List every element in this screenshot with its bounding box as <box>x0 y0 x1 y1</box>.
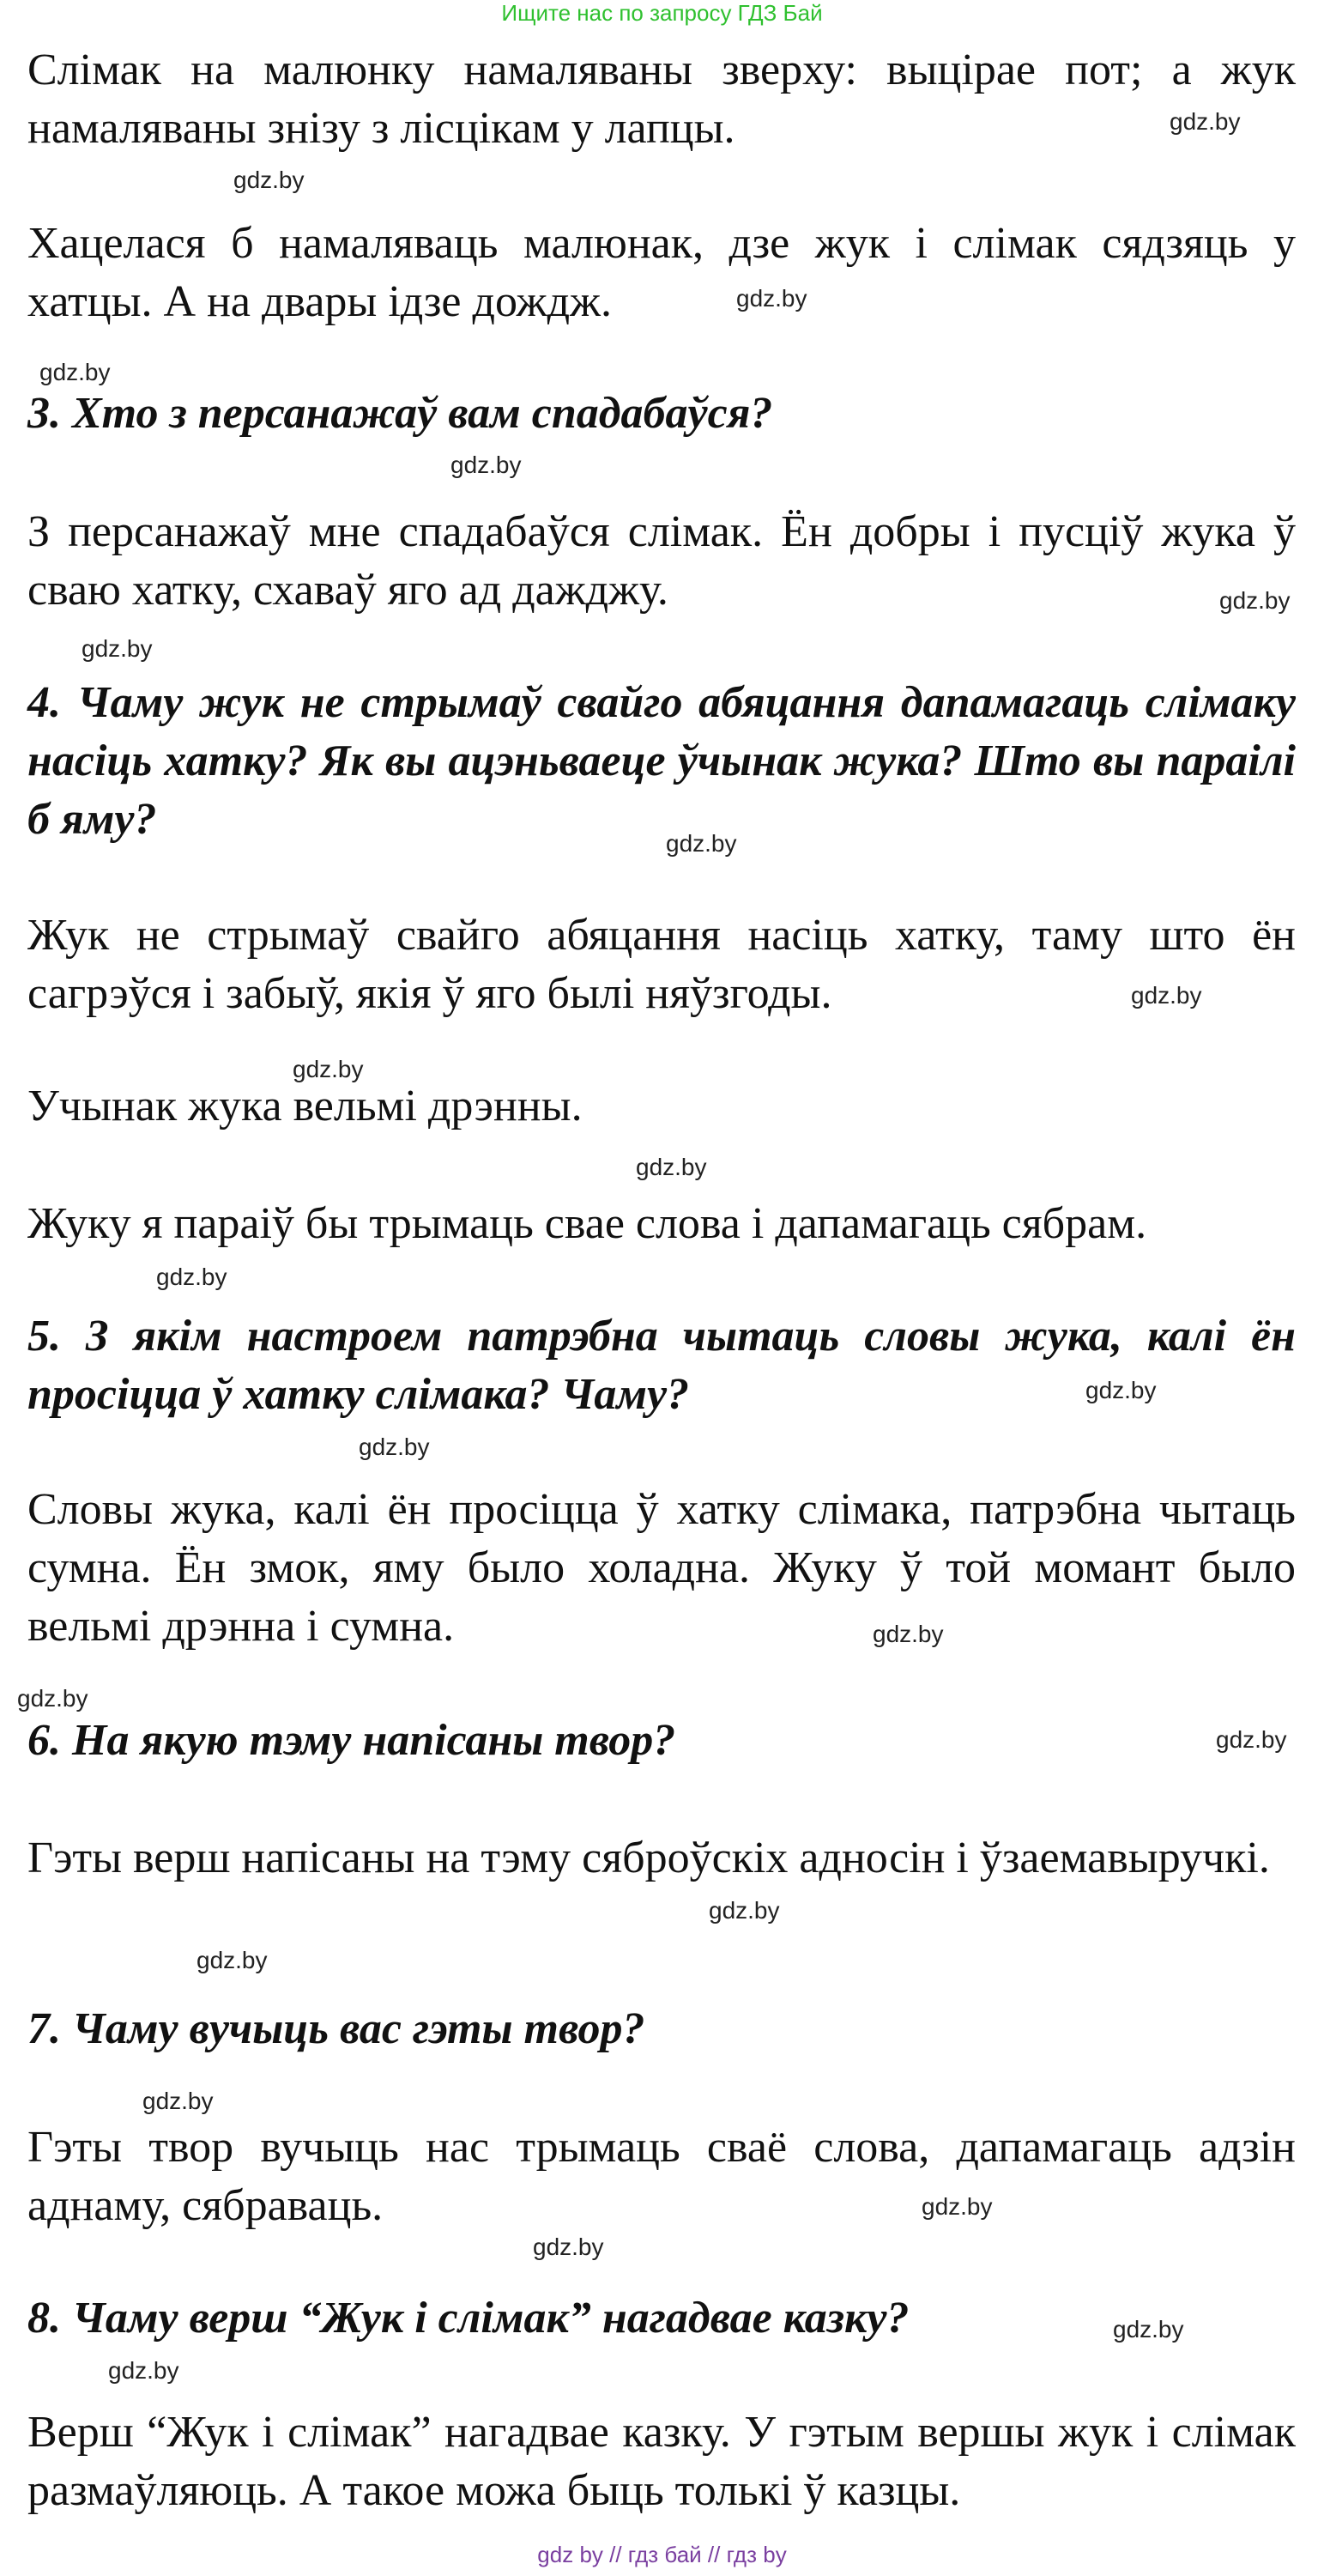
answer-4-assessment: Учынак жука вельмі дрэнны. <box>27 1082 583 1130</box>
watermark: gdz.by <box>736 285 807 312</box>
watermark: gdz.by <box>142 2088 214 2114</box>
watermark: gdz.by <box>196 1947 268 1973</box>
footer-site-links[interactable]: gdz by // гдз бай // гдз by <box>537 2542 787 2567</box>
question-6: 6. На якую тэму напісаны твор? <box>27 1716 676 1765</box>
watermark: gdz.by <box>156 1264 227 1290</box>
answer-4-reason: Жук не стрымаў свайго абяцання насіць хатку, таму што ён сагрэўся і забыў, якія ў яго былі няўзгоды. <box>27 911 1296 1018</box>
question-5: 5. З якім настроем патрэбна чытаць словы жука, калі ён просіцца ў хатку слімака? Чаму? <box>27 1312 1296 1419</box>
watermark: gdz.by <box>39 359 111 385</box>
watermark: gdz.by <box>1216 1726 1287 1753</box>
question-7: 7. Чаму вучыць вас гэты твор? <box>27 2004 645 2053</box>
watermark: gdz.by <box>450 452 522 478</box>
watermark: gdz.by <box>233 167 305 193</box>
watermark: gdz.by <box>1170 108 1241 135</box>
answer-8: Верш “Жук і слімак” нагадвае казку. У гэтым вершы жук і слімак размаўляюць. А такое можа быць толькі ў казцы. <box>27 2408 1296 2515</box>
answer-5: Словы жука, калі ён просіцца ў хатку слімака, патрэбна чытаць сумна. Ён змок, яму было холадна. Жуку ў той момант было вельмі дрэнна і сумна. <box>27 1485 1296 1651</box>
watermark: gdz.by <box>293 1056 364 1082</box>
answer-7: Гэты твор вучыць нас трымаць сваё слова, дапамагаць адзін аднаму, сябраваць. <box>27 2123 1296 2230</box>
question-3: 3. Хто з персанажаў вам спадабаўся? <box>27 389 773 438</box>
watermark: gdz.by <box>82 635 153 662</box>
watermark: gdz.by <box>922 2193 993 2220</box>
header-search-link[interactable]: Ищите нас по запросу ГДЗ Бай <box>501 0 823 26</box>
answer-paragraph-drawing-description: Слімак на малюнку намаляваны зверху: выцірае пот; а жук намаляваны знізу з лісцікам у лапцы. <box>27 45 1296 153</box>
question-8: 8. Чаму верш “Жук і слімак” нагадвае казку? <box>27 2294 910 2343</box>
answer-6: Гэты верш напісаны на тэму сяброўскіх адносін і ўзаемавыручкі. <box>27 1834 1270 1882</box>
answer-paragraph-drawing-wish: Хацелася б намаляваць малюнак, дзе жук і слімак сядзяць у хатцы. А на двары ідзе дождж. <box>27 219 1296 326</box>
watermark: gdz.by <box>1085 1377 1157 1403</box>
watermark: gdz.by <box>709 1897 780 1924</box>
watermark: gdz.by <box>636 1154 707 1180</box>
watermark: gdz.by <box>359 1433 430 1460</box>
watermark: gdz.by <box>873 1621 944 1647</box>
watermark: gdz.by <box>1113 2316 1184 2343</box>
watermark: gdz.by <box>17 1685 88 1712</box>
answer-3: З персанажаў мне спадабаўся слімак. Ён добры і пусціў жука ў сваю хатку, схаваў яго ад дажджу. <box>27 507 1296 615</box>
watermark: gdz.by <box>533 2234 604 2260</box>
answer-4-advice: Жуку я параіў бы трымаць свае слова і дапамагаць сябрам. <box>27 1199 1147 1248</box>
watermark: gdz.by <box>108 2357 179 2384</box>
watermark: gdz.by <box>666 830 737 857</box>
question-4: 4. Чаму жук не стрымаў свайго абяцання дапамагаць слімаку насіць хатку? Як вы ацэньваеце ўчынак жука? Што вы параілі б яму? <box>27 678 1296 844</box>
watermark: gdz.by <box>1131 982 1202 1009</box>
watermark: gdz.by <box>1219 587 1291 614</box>
